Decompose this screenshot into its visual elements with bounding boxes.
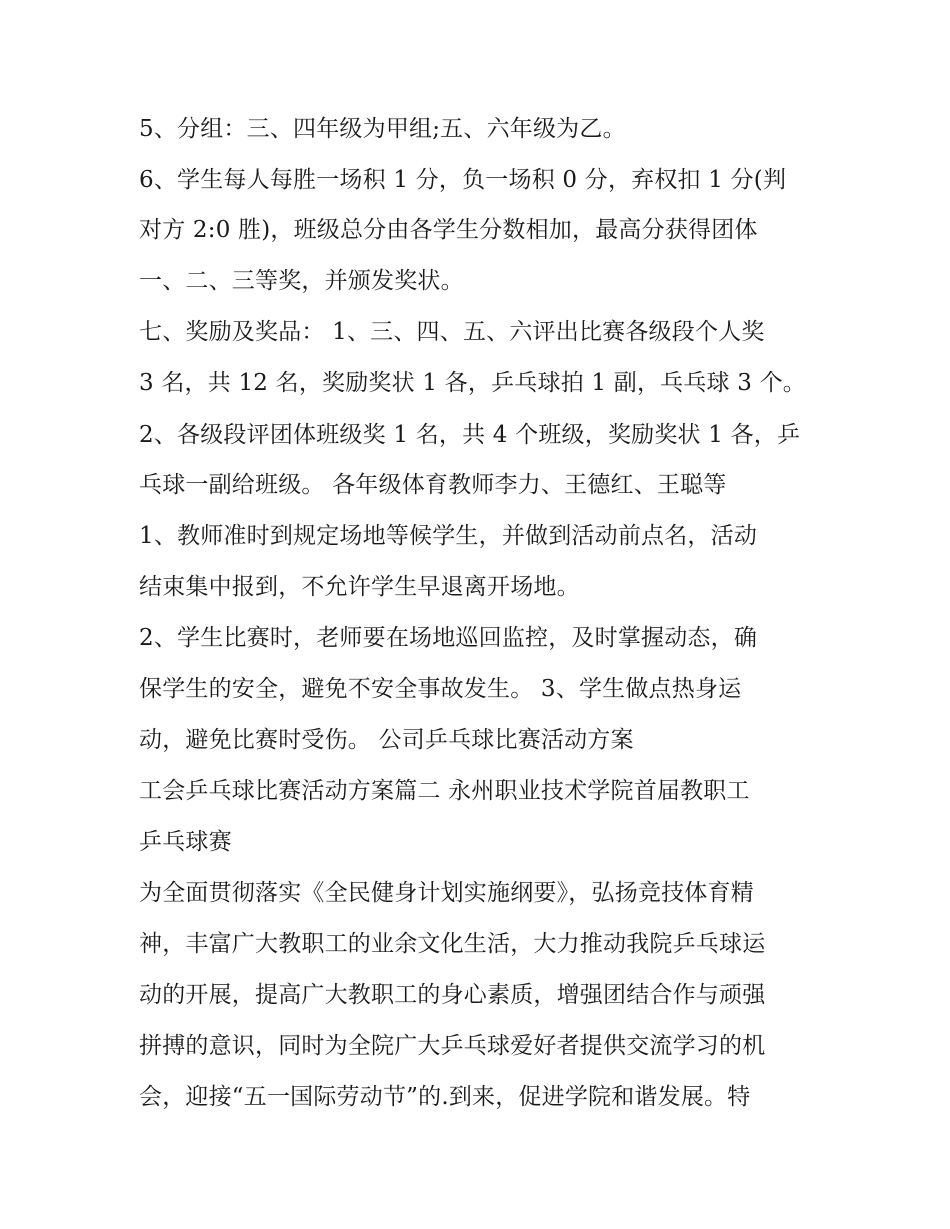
text-line: 2、各级段评团体班级奖 1 名，共 4 个班级，奖励奖状 1 各，乒 bbox=[139, 422, 801, 448]
text-line: 1、教师准时到规定场地等候学生，并做到活动前点名，活动 bbox=[139, 523, 758, 549]
text-line: 5、分组：三、四年级为甲组;五、六年级为乙。 bbox=[139, 116, 626, 142]
text-line: 保学生的安全，避免不安全事故发生。 3、学生做点热身运 bbox=[139, 676, 742, 702]
text-line: 乓球一副给班级。 各年级体育教师李力、王德红、王聪等 bbox=[139, 472, 727, 498]
text-line: 动的开展，提高广大教职工的身心素质，增强团结合作与顽强 bbox=[139, 982, 766, 1008]
text-line: 结束集中报到，不允许学生早退离开场地。 bbox=[139, 574, 580, 600]
text-line: 动，避免比赛时受伤。 公司乒乓球比赛活动方案 bbox=[139, 727, 634, 753]
text-line: 会，迎接“五一国际劳动节”的.到来，促进学院和谐发展。特 bbox=[139, 1084, 751, 1110]
text-line: 工会乒乓球比赛活动方案篇二 永州职业技术学院首届教职工 bbox=[139, 778, 750, 804]
text-line: 一、二、三等奖，并颁发奖状。 bbox=[139, 268, 464, 294]
text-line: 为全面贯彻落实《全民健身计划实施纲要》，弘扬竞技体育精 bbox=[139, 880, 754, 906]
text-line: 神，丰富广大教职工的业余文化生活，大力推动我院乒乓球运 bbox=[139, 931, 766, 957]
text-line: 2、学生比赛时，老师要在场地巡回监控，及时掌握动态，确 bbox=[139, 625, 758, 651]
text-line: 拼搏的意识，同时为全院广大乒乓球爱好者提供交流学习的机 bbox=[139, 1033, 766, 1059]
text-line: 6、学生每人每胜一场积 1 分，负一场积 0 分，弃权扣 1 分(判 bbox=[139, 167, 787, 193]
text-line: 七、奖励及奖品： 1、三、四、五、六评出比赛各级段个人奖 bbox=[139, 319, 765, 345]
text-line: 对方 2:0 胜)，班级总分由各学生分数相加，最高分获得团体 bbox=[139, 217, 758, 243]
text-line: 乒乓球赛 bbox=[139, 829, 232, 855]
text-line: 3 名，共 12 名，奖励奖状 1 各，乒乓球拍 1 副，乓乓球 3 个。 bbox=[139, 370, 806, 396]
